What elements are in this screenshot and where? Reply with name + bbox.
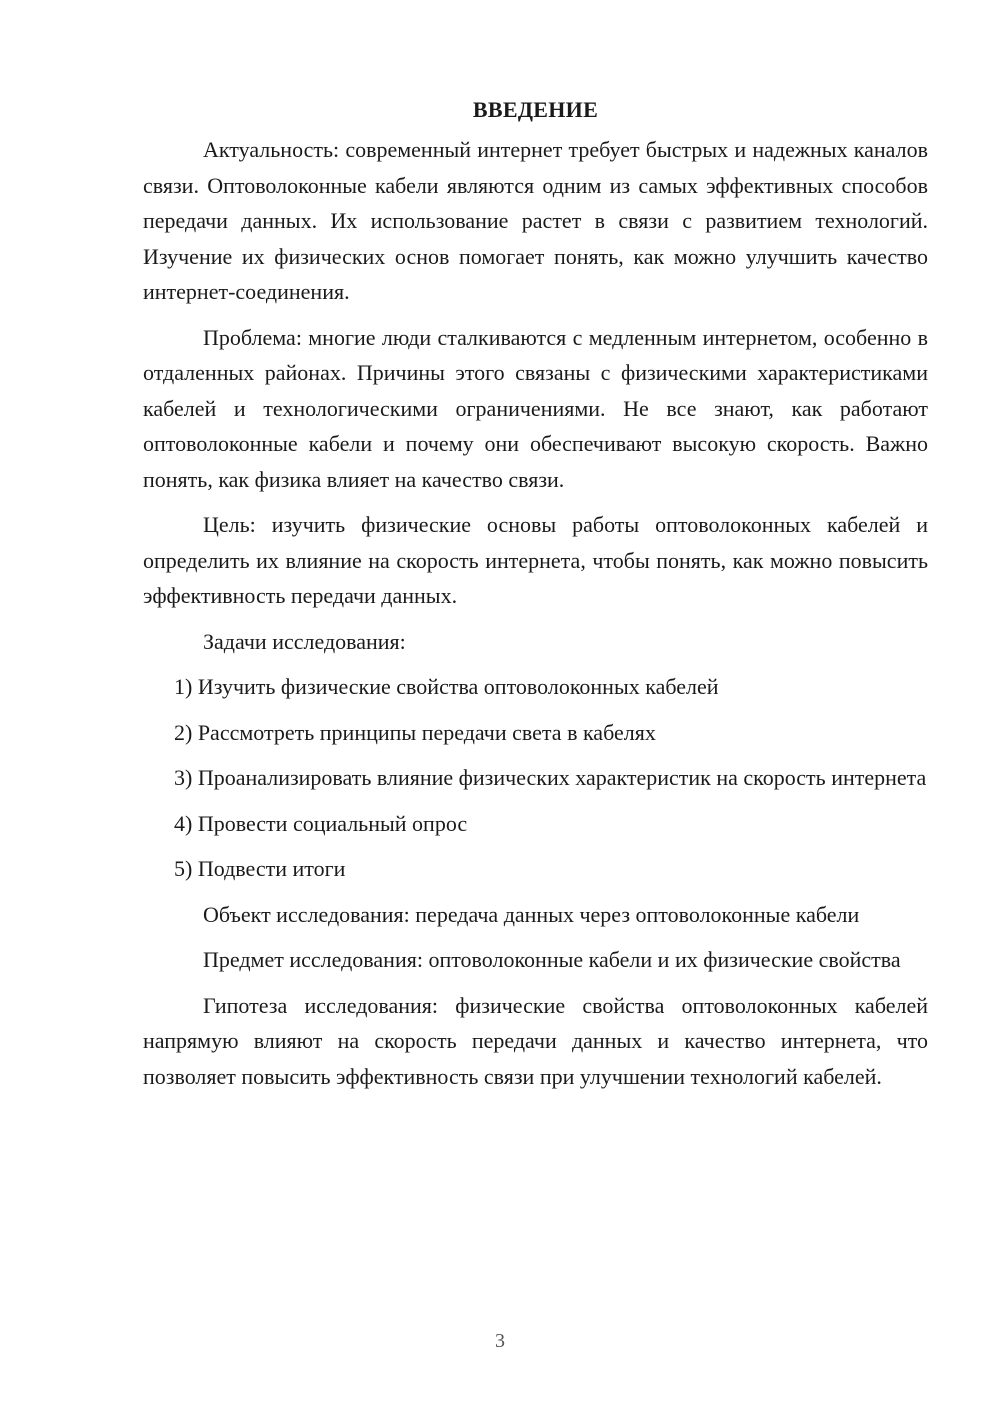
goal-paragraph: Цель: изучить физические основы работы оптоволоконных кабелей и определить их влияние на скорость интернета, чтобы понять, как можно повысить эффективность передачи данных.	[143, 512, 928, 608]
relevance-paragraph: Актуальность: современный интернет требует быстрых и надежных каналов связи. Оптоволоконные кабели являются одним из самых эффективных способов передачи данных. Их использование растет в связи с развитием технологий. Изучение их физических основ помогает понять, как можно улучшить качество интернет-соединения.	[143, 137, 928, 304]
page-number: 3	[495, 1330, 505, 1352]
task-item: 2) Рассмотреть принципы передачи света в кабелях	[174, 719, 656, 745]
task-item: 1) Изучить физические свойства оптоволоконных кабелей	[174, 674, 719, 699]
document-page	[143, 92, 928, 1104]
problem-paragraph: Проблема: многие люди сталкиваются с медленным интернетом, особенно в отдаленных районах. Причины этого связаны с физическими характеристиками кабелей и технологическими ограничениями. Не все знают, как работают оптоволоконные кабели и почему они обеспечивают высокую скорость. Важно понять, как физика влияет на качество связи.	[143, 324, 928, 492]
task-item: 5) Подвести итоги	[174, 856, 346, 881]
tasks-heading: Задачи исследования:	[203, 628, 406, 654]
task-item: 4) Провести социальный опрос	[174, 810, 468, 836]
object-paragraph: Объект исследования: передача данных через оптоволоконные кабели	[203, 901, 860, 927]
section-title: ВВЕДЕНИЕ	[472, 97, 599, 122]
hypothesis-paragraph: Гипотеза исследования: физические свойства оптоволоконных кабелей напрямую влияют на скорость передачи данных и качество интернета, что позволяет повысить эффективность связи при улучшении технологий кабелей.	[143, 992, 928, 1089]
task-item: 3) Проанализировать влияние физических характеристик на скорость интернета	[174, 765, 927, 790]
subject-paragraph: Предмет исследования: оптоволоконные кабели и их физические свойства	[203, 947, 901, 972]
